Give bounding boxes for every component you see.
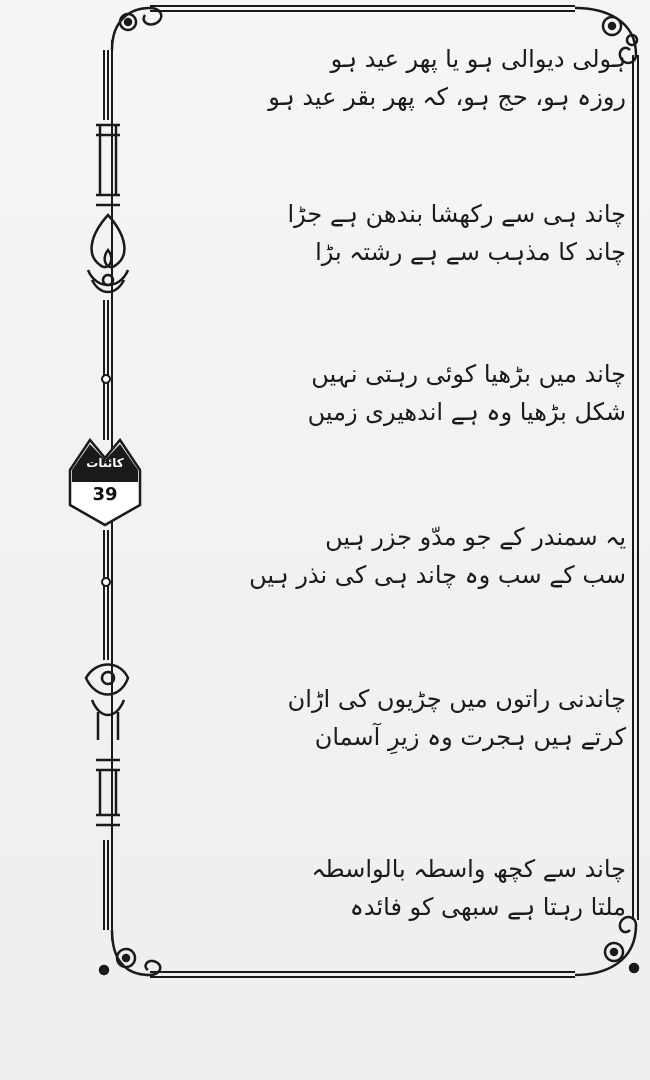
verse-line: چاند کا مذہب سے ہے رشتہ بڑا — [315, 238, 626, 266]
verse-line: چاند سے کچھ واسطہ بالواسطہ — [311, 855, 626, 883]
verse-line: یہ سمندر کے جو مدّو جزر ہیں — [325, 523, 626, 551]
page-number: 39 — [92, 484, 118, 505]
verse-line: چاند ہی سے رکھشا بندھن ہے جڑا — [287, 200, 626, 228]
page-badge-title: کائنات — [86, 456, 124, 470]
verse-line: روزہ ہو، حج ہو، کہ پھر بقر عید ہو — [268, 83, 626, 111]
spine-ornament-lower — [86, 665, 128, 826]
verse-line: کرتے ہیں ہجرت وہ زیرِ آسمان — [314, 723, 626, 751]
verse-line: سب کے سب وہ چاند ہی کی نذر ہیں — [249, 561, 626, 589]
corner-scroll-bottom-left — [100, 930, 160, 975]
stanza — [246, 518, 626, 594]
page-badge — [70, 440, 140, 525]
verse-line: شکل بڑھیا وہ ہے اندھیری زمیں — [307, 398, 626, 426]
verse-line: ہولی دیوالی ہو یا پھر عید ہو — [330, 45, 626, 73]
stanza — [246, 680, 626, 756]
spine-dot — [102, 578, 110, 586]
verse-line: چاند میں بڑھیا کوئی رہتی نہیں — [311, 360, 626, 388]
verse-line: ملتا رہتا ہے سبھی کو فائدہ — [349, 893, 626, 921]
stanza — [246, 40, 626, 116]
stanza — [246, 850, 626, 926]
spine-ornament-upper — [88, 125, 128, 292]
corner-scroll-top-left — [112, 8, 161, 50]
stanza — [246, 355, 626, 431]
frame-border — [104, 6, 638, 977]
stanza — [246, 195, 626, 271]
verse-line: چاندنی راتوں میں چڑیوں کی اڑان — [287, 685, 626, 713]
spine-dot — [102, 375, 110, 383]
